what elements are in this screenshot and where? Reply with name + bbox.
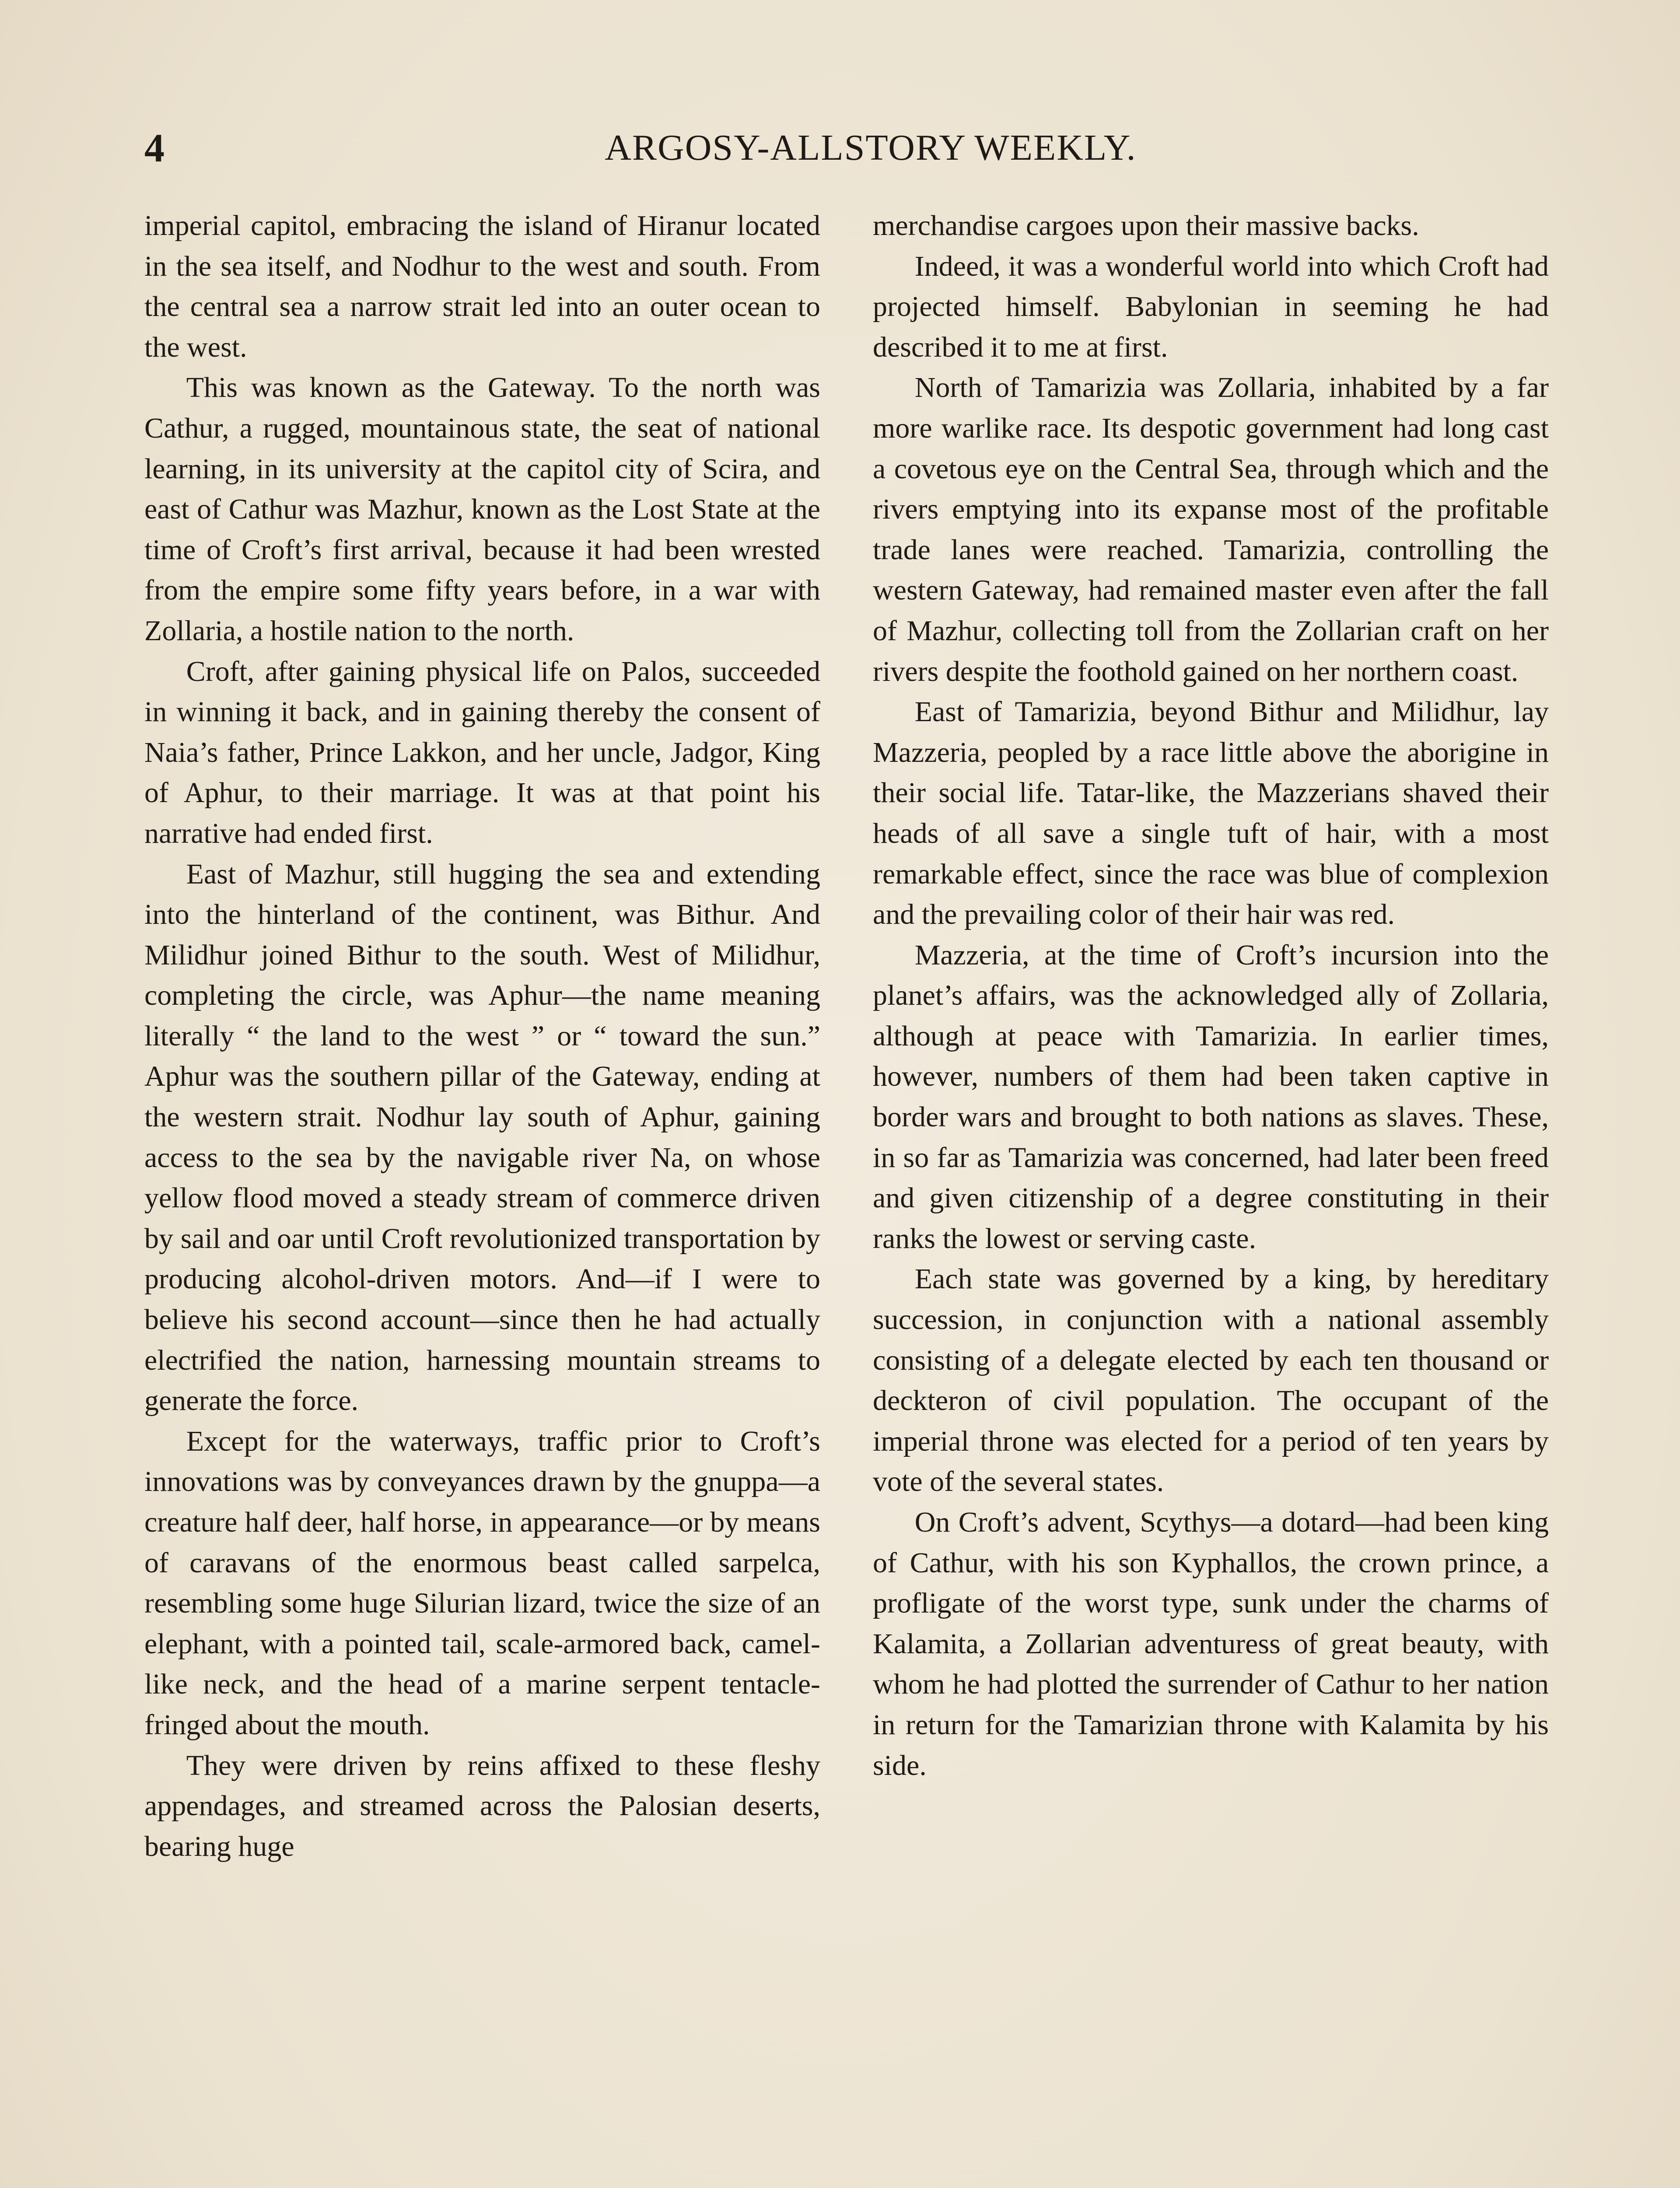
page-header (144, 122, 1562, 179)
paragraph: North of Tamarizia was Zollaria, inhabited by a far more warlike race. Its despotic government had long cast a covetous eye on the Central Sea, through which and the rivers emptying into its expanse most of the profitable trade lanes were reached. Tamarizia, controlling the western Gateway, had remained master even after the fall of Mazhur, collecting toll from the Zollarian craft on her rivers despite the foothold gained on her northern coast. (873, 372, 1549, 687)
text-columns (144, 206, 1549, 2188)
right-column (873, 206, 1549, 2188)
paragraph: imperial capitol, embracing the island of Hiranur located in the sea itself, and Nodhur to the west and south. From the central sea a narrow strait led into an outer ocean to the west. (144, 210, 820, 363)
paragraph: Indeed, it was a wonderful world into which Croft had projected himself. Babylonian in seeming he had described it to me at first. (873, 250, 1549, 363)
left-column (144, 206, 820, 2188)
page-number: 4 (144, 126, 164, 170)
paragraph: merchandise cargoes upon their massive backs. (873, 210, 1419, 242)
paragraph: East of Mazhur, still hugging the sea and extending into the hinterland of the continent, was Bithur. And Milidhur joined Bithur to the south. West of Milidhur, completing the circle, was Aphur—the name meaning literally “ the land to the west ” or “ toward the sun.” Aphur was the southern pillar of the Gateway, ending at the western strait. Nodhur lay south of Aphur, gaining access to the sea by the navigable river Na, on whose yellow flood moved a steady stream of commerce driven by sail and oar until Croft revolutionized transportation by producing alcohol-driven motors. And—if I were to believe his second account—since then he had actually electrified the nation, harnessing mountain streams to generate the force. (144, 858, 820, 1417)
paragraph: Each state was governed by a king, by hereditary succession, in conjunction with a national assembly consisting of a delegate elected by each ten thousand or deckteron of civil population. The occupant of the imperial throne was elected for a period of ten years by vote of the several states. (873, 1263, 1549, 1498)
paragraph: Mazzeria, at the time of Croft’s incursion into the planet’s affairs, was the acknowledged ally of Zollaria, although at peace with Tamarizia. In earlier times, however, numbers of them had been taken captive in border wars and brought to both nations as slaves. These, in so far as Tamarizia was concerned, had later been freed and given citizenship of a degree constituting in their ranks the lowest or serving caste. (873, 939, 1549, 1255)
running-head: ARGOSY-ALLSTORY WEEKLY. (605, 127, 1137, 168)
paragraph: On Croft’s advent, Scythys—a dotard—had been king of Cathur, with his son Kyphallos, the crown prince, a profligate of the worst type, sunk under the charms of Kalamita, a Zollarian adventuress of great beauty, with whom he had plotted the surrender of Cathur to her nation in return for the Tamarizian throne with Kalamita by his side. (873, 1506, 1549, 1781)
paragraph: This was known as the Gateway. To the north was Cathur, a rugged, mountainous state, the seat of national learning, in its university at the capitol city of Scira, and east of Cathur was Mazhur, known as the Lost State at the time of Croft’s first arrival, because it had been wrested from the empire some fifty years before, in a war with Zollaria, a hostile nation to the north. (144, 372, 820, 647)
paragraph: Croft, after gaining physical life on Palos, succeeded in winning it back, and in gaining thereby the consent of Naia’s father, Prince Lakkon, and her uncle, Jadgor, King of Aphur, to their marriage. It was at that point his narrative had ended first. (144, 655, 820, 849)
paragraph: East of Tamarizia, beyond Bithur and Milidhur, lay Mazzeria, peopled by a race little above the aborigine in their social life. Tatar-like, the Mazzerians shaved their heads of all save a single tuft of hair, with a most remarkable effect, since the race was blue of complexion and the prevailing color of their hair was red. (873, 696, 1549, 931)
paragraph: They were driven by reins affixed to these fleshy appendages, and streamed across the Palosian deserts, bearing huge (144, 1749, 820, 1862)
paragraph: Except for the waterways, traffic prior to Croft’s innovations was by conveyances drawn by the gnuppa—a creature half deer, half horse, in appearance—or by means of caravans of the enormous beast called sarpelca, resembling some huge Silurian lizard, twice the size of an elephant, with a pointed tail, scale-armored back, camel-like neck, and the head of a marine serpent tentacle-fringed about the mouth. (144, 1425, 820, 1741)
